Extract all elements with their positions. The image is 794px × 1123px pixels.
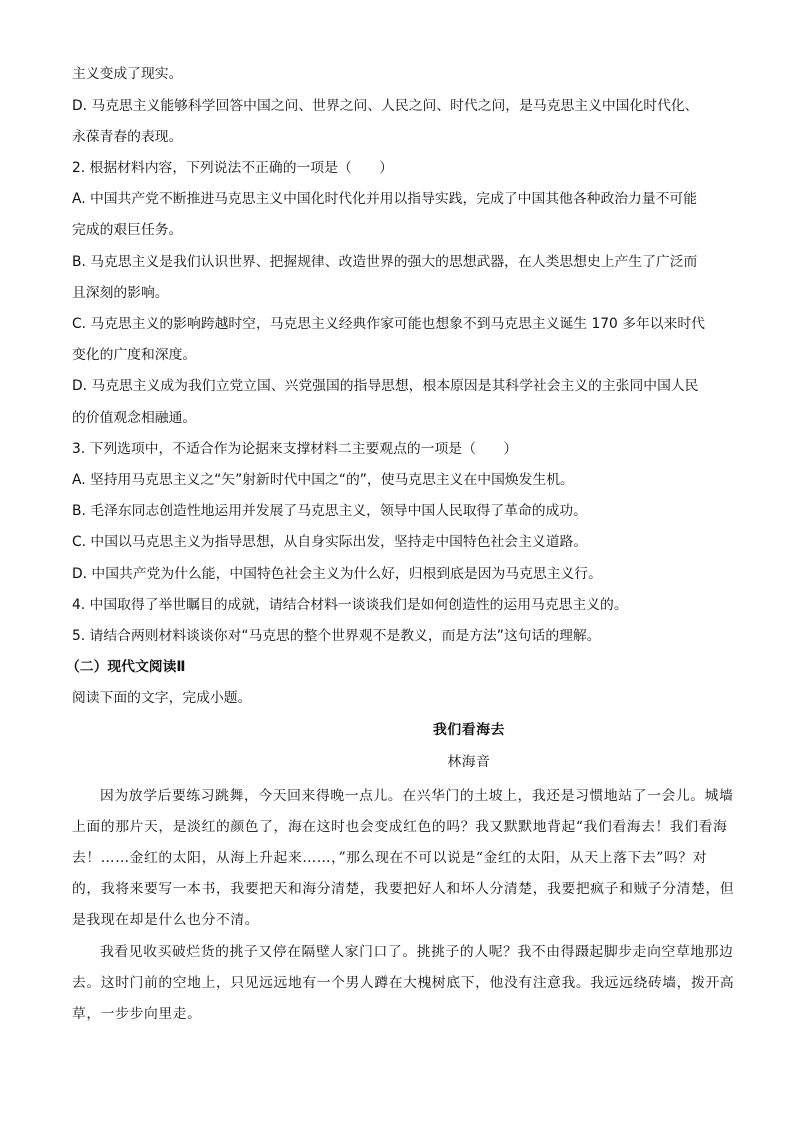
text-line: 永葆青春的表现。 — [72, 129, 183, 145]
text-line: 完成的艰巨任务。 — [72, 222, 183, 238]
text-line: 主义变成了现实。 — [72, 66, 183, 82]
option-c-line: C. 中国以马克思主义为指导思想，从自身实际出发，坚持走中国特色社会主义道路。 — [72, 534, 588, 550]
question-4: 4. 中国取得了举世瞩目的成就，请结合材料一谈谈我们是如何创造性的运用马克思主义的。 — [72, 597, 628, 613]
question-2: 2. 根据材料内容，下列说法不正确的一项是（ ） — [72, 160, 394, 176]
text-line: 且深刻的影响。 — [72, 285, 169, 301]
story-paragraph-line: 我看见收买破烂货的挑子又停在隔壁人家门口了。挑挑子的人呢？我不由得蹑起脚步走向空草地那边 — [100, 944, 734, 960]
story-paragraph-line: 去。这时门前的空地上，只见远远地有一个男人蹲在大槐树底下，他没有注意我。我远远绕砖墙，拨开高 — [72, 975, 735, 991]
story-paragraph-line: 草，一步步向里走。 — [72, 1006, 202, 1022]
story-paragraph-line: 是我现在却是什么也分不清。 — [72, 912, 260, 928]
option-d-line: D. 马克思主义能够科学回答中国之问、世界之问、人民之问、时代之问，是马克思主义中国化时代化、 — [72, 98, 699, 114]
story-paragraph-line: 去！……金红的太阳，从海上升起来……，”那么现在不可以说是“金红的太阳，从天上落下去”吗？对 — [72, 850, 708, 866]
option-d-line: D. 马克思主义成为我们立党立国、兴党强国的指导思想，根本原因是其科学社会主义的主张同中国人民 — [72, 378, 699, 394]
text-line: 的价值观念相融通。 — [72, 410, 197, 426]
option-b-line: B. 马克思主义是我们认识世界、把握规律、改造世界的强大的思想武器，在人类思想史上产生了广泛而 — [72, 254, 698, 270]
option-a-line: A. 中国共产党不断推进马克思主义中国化时代化并用以指导实践，完成了中国其他各种政治力量不可能 — [72, 191, 698, 207]
story-paragraph-line: 上面的那片天，是淡红的颜色了，海在这时也会变成红色的吗？我又默默地背起“我们看海去！我们看海 — [72, 819, 728, 835]
story-paragraph-line: 因为放学后要练习跳舞，今天回来得晚一点儿。在兴华门的土坡上，我还是习惯地站了一会儿。城墙 — [100, 788, 734, 804]
option-d-line: D. 中国共产党为什么能，中国特色社会主义为什么好，归根到底是因为马克思主义行。 — [72, 566, 602, 582]
option-c-line: C. 马克思主义的影响跨越时空，马克思主义经典作家可能也想象不到马克思主义诞生 170 多年以来时代 — [72, 316, 705, 332]
section-instruction: 阅读下面的文字，完成小题。 — [72, 690, 252, 706]
story-paragraph-line: 的，我将来要写一本书，我要把天和海分清楚，我要把好人和坏人分清楚，我要把疯子和贼子分清楚，但 — [72, 881, 735, 897]
question-3: 3. 下列选项中，不适合作为论据来支撑材料二主要观点的一项是（ ） — [72, 441, 518, 457]
text-line: 变化的广度和深度。 — [72, 347, 197, 363]
option-a-line: A. 坚持用马克思主义之“矢”射新时代中国之“的”，使马克思主义在中国焕发生机。 — [72, 472, 574, 488]
section-heading: （二）现代文阅读Ⅱ — [66, 659, 186, 675]
story-author: 林海音 — [447, 754, 491, 770]
question-5: 5. 请结合两则材料谈谈你对“马克思的整个世界观不是教义，而是方法”这句话的理解。 — [72, 628, 601, 644]
story-title: 我们看海去 — [433, 722, 505, 738]
option-b-line: B. 毛泽东同志创造性地运用并发展了马克思主义，领导中国人民取得了革命的成功。 — [72, 503, 587, 519]
